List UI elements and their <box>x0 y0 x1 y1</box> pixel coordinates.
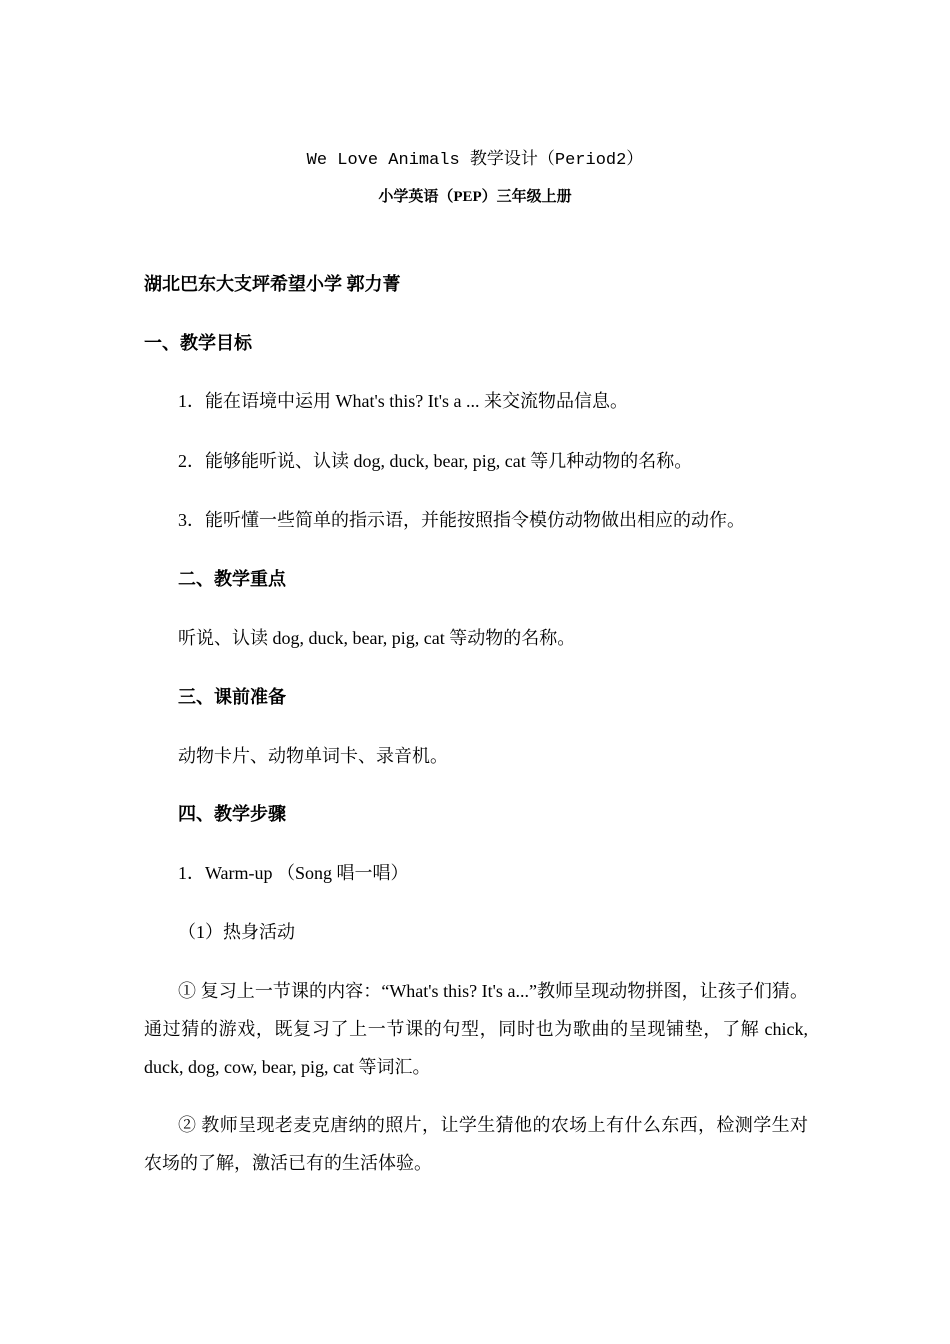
section-heading-steps: 四、教学步骤 <box>178 804 286 824</box>
section-heading-preparation: 三、课前准备 <box>178 687 286 707</box>
author-line: 湖北巴东大支坪希望小学 郭力菁 <box>144 274 401 294</box>
step-paragraph: ② 教师呈现老麦克唐纳的照片，让学生猜他的农场上有什么东西，检测学生对农场的了解，激活已有的生活体验。 <box>144 1115 808 1173</box>
key-points-text: 听说、认读 dog, duck, bear, pig, cat 等动物的名称。 <box>178 628 576 648</box>
goal-item: 2．能够能听说、认读 dog, duck, bear, pig, cat 等几种动物的名称。 <box>178 451 693 471</box>
step-paragraph: ① 复习上一节课的内容：“What's this? It's a...”教师呈现动物拼图，让孩子们猜。通过猜的游戏，既复习了上一节课的句型，同时也为歌曲的呈现铺垫，了解 chick, duck, dog, cow, bear, pig, cat 等词汇。 <box>144 981 808 1077</box>
step-1-title: 1．Warm-up （Song 唱一唱） <box>178 863 409 883</box>
section-heading-goals: 一、教学目标 <box>144 333 252 353</box>
document-subtitle: 小学英语（PEP）三年级上册 <box>378 189 572 205</box>
step-1-subtitle: （1）热身活动 <box>178 922 295 942</box>
preparation-text: 动物卡片、动物单词卡、录音机。 <box>178 746 448 766</box>
section-heading-key-points: 二、教学重点 <box>178 569 286 589</box>
goal-item: 3．能听懂一些简单的指示语，并能按照指令模仿动物做出相应的动作。 <box>178 510 745 530</box>
goal-item: 1．能在语境中运用 What's this? It's a ... 来交流物品信息。 <box>178 391 628 411</box>
document-title: We Love Animals 教学设计（Period2） <box>306 151 644 170</box>
